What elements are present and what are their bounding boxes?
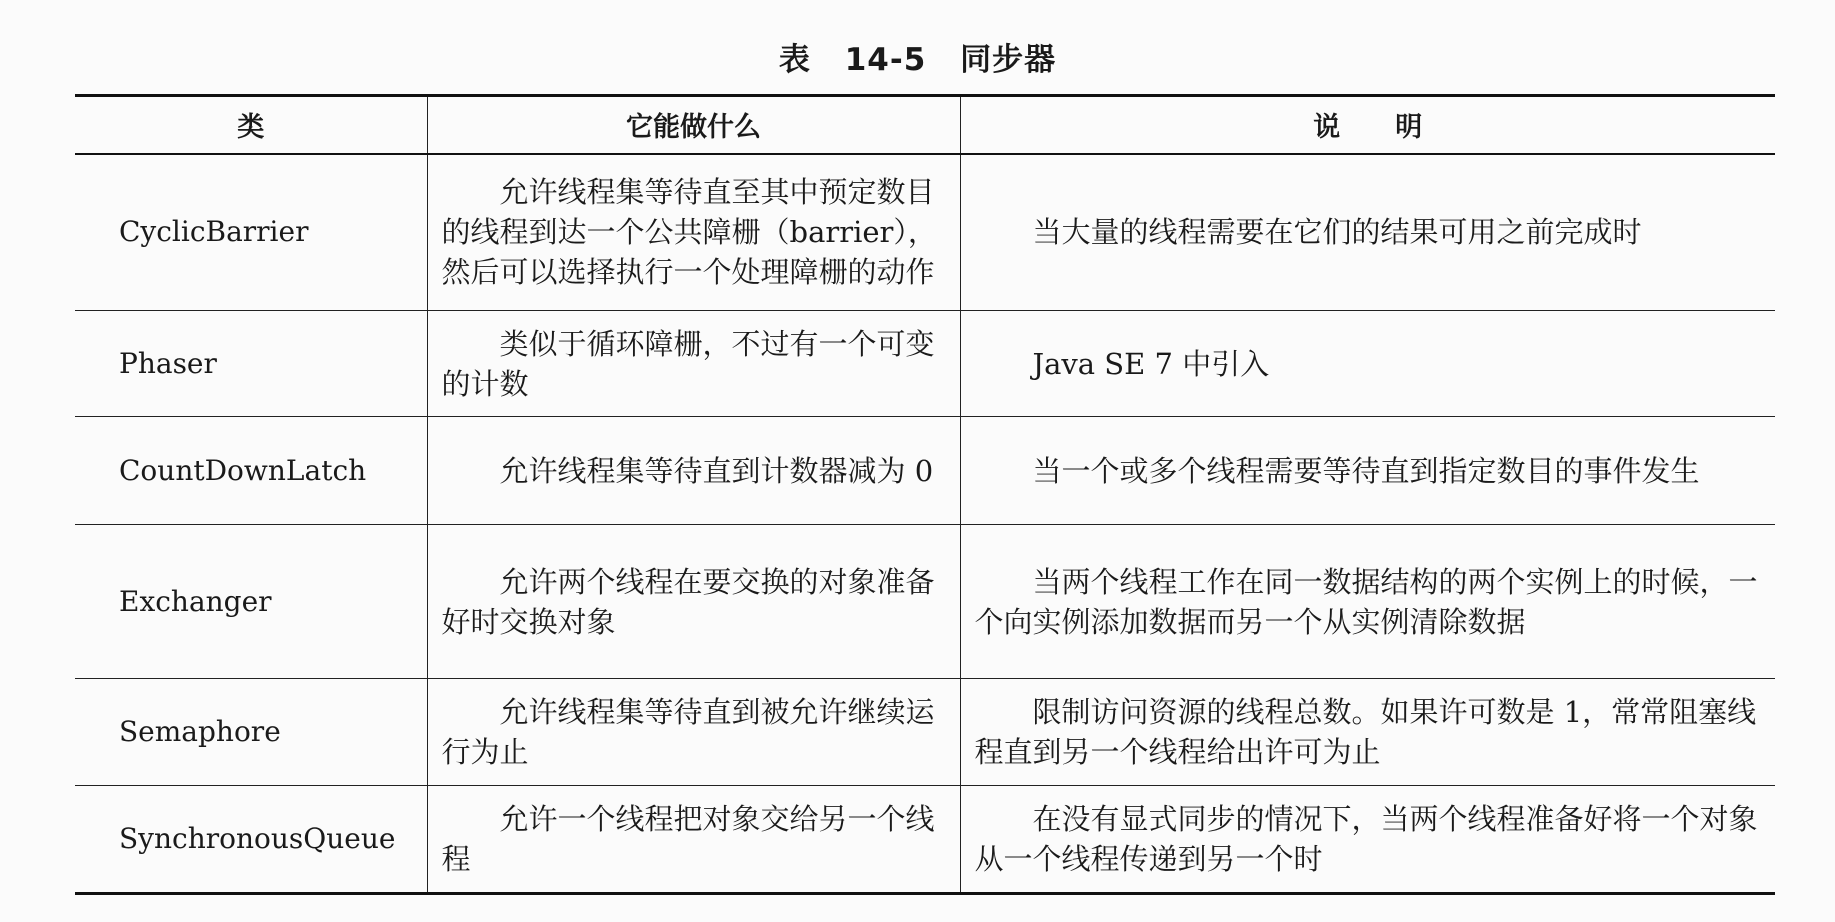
what-cell: 允许线程集等待直至其中预定数目的线程到达一个公共障栅（barrier），然后可以选择执行一个处理障栅的动作 xyxy=(427,154,960,311)
table-row xyxy=(75,417,1775,525)
class-cell: Exchanger xyxy=(119,584,272,618)
header-row xyxy=(75,96,1775,154)
what-cell: 允许一个线程把对象交给另一个线程 xyxy=(427,786,960,894)
class-cell: Phaser xyxy=(119,346,217,380)
what-cell: 允许线程集等待直到计数器减为 0 xyxy=(427,417,960,525)
table-body xyxy=(75,154,1775,894)
table-row xyxy=(75,786,1775,894)
class-cell: CountDownLatch xyxy=(119,453,367,487)
synchronizer-table-container xyxy=(75,94,1775,895)
table-row xyxy=(75,154,1775,311)
class-cell: SynchronousQueue xyxy=(119,822,396,855)
table-row xyxy=(75,311,1775,417)
what-cell: 允许两个线程在要交换的对象准备好时交换对象 xyxy=(427,525,960,679)
synchronizer-table xyxy=(75,94,1775,895)
desc-cell: 当两个线程工作在同一数据结构的两个实例上的时候，一个向实例添加数据而另一个从实例清除数据 xyxy=(960,525,1775,679)
class-cell: Semaphore xyxy=(119,715,281,748)
class-cell: CyclicBarrier xyxy=(119,215,309,249)
what-cell: 类似于循环障栅，不过有一个可变的计数 xyxy=(427,311,960,417)
desc-cell: 在没有显式同步的情况下，当两个线程准备好将一个对象从一个线程传递到另一个时 xyxy=(960,786,1775,894)
what-cell: 允许线程集等待直到被允许继续运行为止 xyxy=(427,679,960,786)
header-desc: 说明 xyxy=(960,96,1775,154)
header-what: 它能做什么 xyxy=(427,96,960,154)
header-class: 类 xyxy=(237,112,265,144)
desc-cell: 限制访问资源的线程总数。如果许可数是 1，常常阻塞线程直到另一个线程给出许可为止 xyxy=(960,679,1775,786)
table-caption: 表 14-5 同步器 xyxy=(778,42,1057,78)
desc-cell: 当大量的线程需要在它们的结果可用之前完成时 xyxy=(960,154,1775,311)
desc-cell: Java SE 7 中引入 xyxy=(960,311,1775,417)
table-header xyxy=(75,96,1775,154)
table-row xyxy=(75,679,1775,786)
table-row xyxy=(75,525,1775,679)
desc-cell: 当一个或多个线程需要等待直到指定数目的事件发生 xyxy=(960,417,1775,525)
